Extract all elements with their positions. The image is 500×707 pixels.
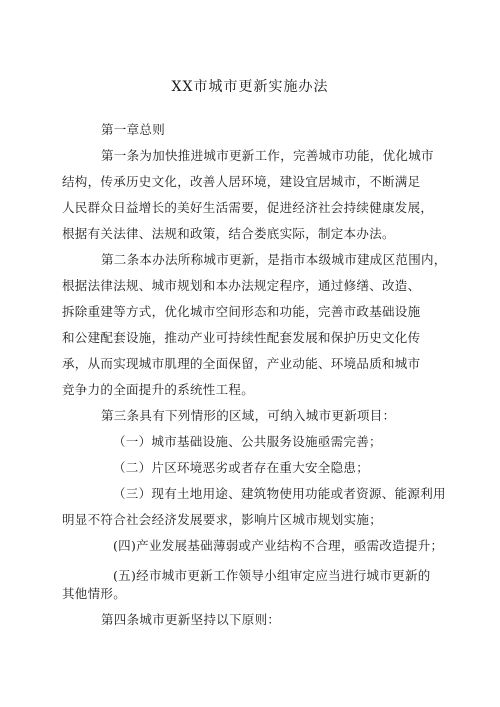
list-item: （二）片区环境恶劣或者存在重大安全隐患； <box>113 460 370 475</box>
paragraph-line: 第三条具有下列情形的区域，可纳入城市更新项目： <box>101 408 396 423</box>
list-item: 明显不符合社会经济发展要求，影响片区城市规划实施； <box>62 512 383 527</box>
paragraph-line: 和公建配套设施，推动产业可持续性配套发展和保护历史文化传 <box>62 330 421 345</box>
list-item: （一）城市基础设施、公共服务设施亟需完善； <box>113 434 382 449</box>
list-item: (五)经市城市更新工作领导小组审定应当进行城市更新的 <box>113 568 431 583</box>
paragraph-line: 人民群众日益增长的美好生活需要，促进经济社会持续健康发展， <box>62 200 434 215</box>
list-item: 其他情形。 <box>62 586 127 601</box>
paragraph-line: 根据有关法律、法规和政策，结合娄底实际，制定本办法。 <box>62 226 395 241</box>
paragraph-line: 拆除重建等方式，优化城市空间形态和功能，完善市政基础设施 <box>62 304 421 319</box>
paragraph-line: 竞争力的全面提升的系统性工程。 <box>62 382 255 397</box>
paragraph-line: 结构，传承历史文化，改善人居环境，建设宜居城市，不断满足 <box>62 174 421 189</box>
paragraph-line: 第四条城市更新坚持以下原则： <box>101 612 281 627</box>
list-item: （三）现有土地用途、建筑物使用功能或者资源、能源利用 <box>113 486 446 501</box>
paragraph-line: 承，从而实现城市肌理的全面保留，产业动能、环境品质和城市 <box>62 356 421 371</box>
paragraph-line: 第二条本办法所称城市更新，是指市本级城市建成区范围内， <box>101 252 447 267</box>
chapter-heading: 第一章总则 <box>101 122 166 137</box>
paragraph-line: 根据法律法规、城市规划和本办法规定程序，通过修缮、改造、 <box>62 278 421 293</box>
list-item: (四)产业发展基础薄弱或产业结构不合理，亟需改造提升； <box>113 538 444 553</box>
paragraph-line: 第一条为加快推进城市更新工作，完善城市功能，优化城市 <box>101 148 434 163</box>
document-title: XX市城市更新实施办法 <box>171 79 329 95</box>
